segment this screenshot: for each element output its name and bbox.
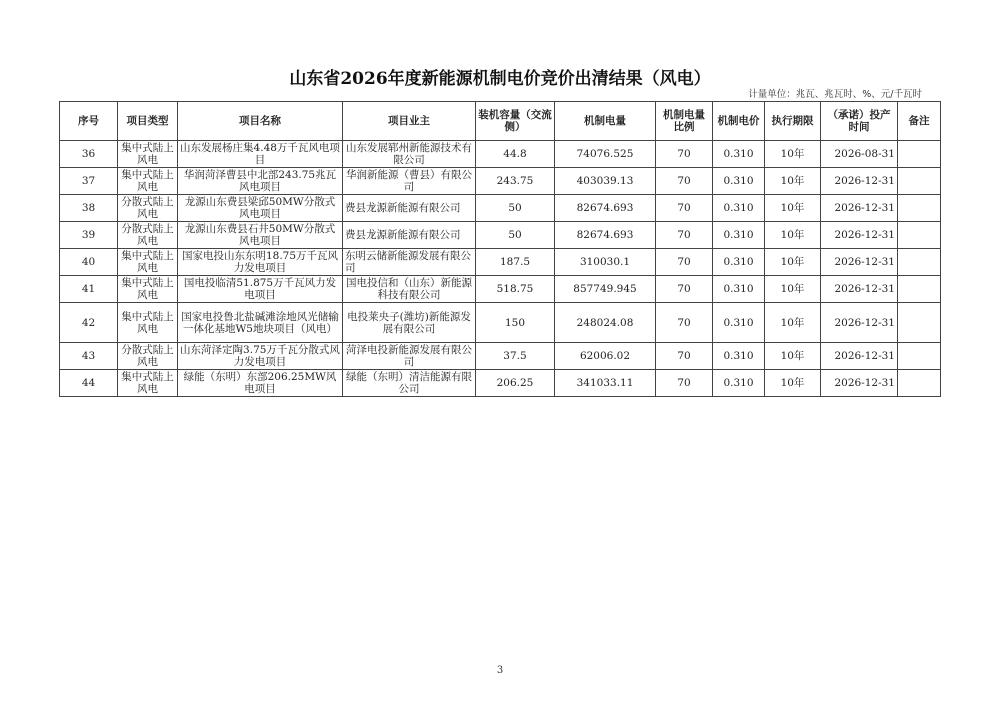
cell-owner: 费县龙源新能源有限公司 [343,222,476,249]
cell-owner: 绿能（东明）清洁能源有限公司 [343,370,476,397]
cell-term: 10年 [765,222,821,249]
cell-ratio: 70 [656,343,713,370]
cell-ratio: 70 [656,249,713,276]
cell-price: 0.310 [713,141,765,168]
col-header-owner: 项目业主 [343,102,476,141]
cell-owner: 菏泽电投新能源发展有限公司 [343,343,476,370]
cell-owner: 山东发展郓州新能源技术有限公司 [343,141,476,168]
cell-note [898,370,941,397]
cell-date: 2026-12-31 [821,249,898,276]
cell-owner: 费县龙源新能源有限公司 [343,195,476,222]
cell-date: 2026-08-31 [821,141,898,168]
cell-date: 2026-12-31 [821,370,898,397]
cell-note [898,222,941,249]
cell-owner: 东明云储新能源发展有限公司 [343,249,476,276]
cell-date: 2026-12-31 [821,168,898,195]
cell-type: 集中式陆上风电 [118,303,178,343]
cell-note [898,276,941,303]
col-header-price: 机制电价 [713,102,765,141]
table-row [60,343,941,370]
cell-no: 38 [60,195,118,222]
cell-capacity: 50 [476,222,555,249]
cell-type: 集中式陆上风电 [118,168,178,195]
cell-capacity: 44.8 [476,141,555,168]
cell-name: 华润菏泽曹县中北部243.75兆瓦风电项目 [178,168,343,195]
cell-energy: 74076.525 [555,141,656,168]
page-number: 3 [496,665,504,676]
cell-no: 36 [60,141,118,168]
col-header-capacity: 装机容量（交流侧） [476,102,555,141]
cell-name: 国电投临清51.875万千瓦风力发电项目 [178,276,343,303]
cell-capacity: 187.5 [476,249,555,276]
cell-owner: 华润新能源（曹县）有限公司 [343,168,476,195]
cell-name: 龙源山东费县石井50MW分散式风电项目 [178,222,343,249]
cell-price: 0.310 [713,343,765,370]
cell-energy: 62006.02 [555,343,656,370]
cell-type: 分散式陆上风电 [118,195,178,222]
cell-type: 集中式陆上风电 [118,249,178,276]
cell-term: 10年 [765,168,821,195]
cell-note [898,168,941,195]
cell-date: 2026-12-31 [821,303,898,343]
cell-capacity: 243.75 [476,168,555,195]
cell-price: 0.310 [713,249,765,276]
cell-term: 10年 [765,249,821,276]
cell-term: 10年 [765,276,821,303]
cell-no: 37 [60,168,118,195]
cell-price: 0.310 [713,168,765,195]
col-header-type: 项目类型 [118,102,178,141]
cell-energy: 248024.08 [555,303,656,343]
cell-capacity: 518.75 [476,276,555,303]
cell-no: 41 [60,276,118,303]
cell-date: 2026-12-31 [821,222,898,249]
cell-ratio: 70 [656,370,713,397]
table-header-row [60,102,941,141]
cell-price: 0.310 [713,195,765,222]
cell-type: 集中式陆上风电 [118,141,178,168]
cell-ratio: 70 [656,168,713,195]
cell-energy: 82674.693 [555,222,656,249]
cell-name: 山东菏泽定陶3.75万千瓦分散式风力发电项目 [178,343,343,370]
col-header-no: 序号 [60,102,118,141]
table-row [60,370,941,397]
cell-capacity: 150 [476,303,555,343]
cell-name: 国家电投山东东明18.75万千瓦风力发电项目 [178,249,343,276]
col-header-energy: 机制电量 [555,102,656,141]
unit-note: 计量单位：兆瓦、兆瓦时、%、元/千瓦时 [748,89,922,100]
cell-type: 集中式陆上风电 [118,276,178,303]
cell-note [898,249,941,276]
cell-price: 0.310 [713,222,765,249]
cell-owner: 电投莱央子(潍坊)新能源发展有限公司 [343,303,476,343]
cell-ratio: 70 [656,195,713,222]
cell-term: 10年 [765,343,821,370]
cell-owner: 国电投信和（山东）新能源科技有限公司 [343,276,476,303]
cell-date: 2026-12-31 [821,195,898,222]
cell-name: 绿能（东明）东部206.25MW风电项目 [178,370,343,397]
cell-price: 0.310 [713,370,765,397]
col-header-term: 执行期限 [765,102,821,141]
cell-name: 龙源山东费县梁邱50MW分散式风电项目 [178,195,343,222]
cell-ratio: 70 [656,222,713,249]
table-row [60,141,941,168]
cell-ratio: 70 [656,276,713,303]
cell-note [898,195,941,222]
cell-type: 分散式陆上风电 [118,222,178,249]
cell-price: 0.310 [713,303,765,343]
cell-capacity: 37.5 [476,343,555,370]
cell-no: 39 [60,222,118,249]
cell-energy: 310030.1 [555,249,656,276]
table-row [60,276,941,303]
cell-note [898,343,941,370]
table-row [60,249,941,276]
cell-energy: 82674.693 [555,195,656,222]
cell-no: 40 [60,249,118,276]
table-row [60,195,941,222]
cell-note [898,303,941,343]
table-row [60,168,941,195]
table-row [60,222,941,249]
cell-note [898,141,941,168]
cell-energy: 857749.945 [555,276,656,303]
cell-name: 国家电投鲁北盐碱滩涂地风光储输一体化基地W5地块项目（风电） [178,303,343,343]
col-header-date: （承诺）投产时间 [821,102,898,141]
cell-no: 43 [60,343,118,370]
cell-ratio: 70 [656,141,713,168]
cell-date: 2026-12-31 [821,343,898,370]
col-header-name: 项目名称 [178,102,343,141]
cell-energy: 403039.13 [555,168,656,195]
page-title: 山东省2026年度新能源机制电价竞价出清结果（风电） [289,69,711,89]
cell-term: 10年 [765,303,821,343]
cell-term: 10年 [765,370,821,397]
cell-capacity: 50 [476,195,555,222]
cell-ratio: 70 [656,303,713,343]
cell-price: 0.310 [713,276,765,303]
cell-no: 42 [60,303,118,343]
cell-capacity: 206.25 [476,370,555,397]
cell-no: 44 [60,370,118,397]
cell-date: 2026-12-31 [821,276,898,303]
cell-term: 10年 [765,141,821,168]
table-row [60,303,941,343]
cell-energy: 341033.11 [555,370,656,397]
cell-name: 山东发展杨庄集4.48万千瓦风电项目 [178,141,343,168]
col-header-ratio: 机制电量比例 [656,102,713,141]
col-header-note: 备注 [898,102,941,141]
cell-type: 集中式陆上风电 [118,370,178,397]
cell-term: 10年 [765,195,821,222]
results-table [59,101,941,397]
cell-type: 分散式陆上风电 [118,343,178,370]
